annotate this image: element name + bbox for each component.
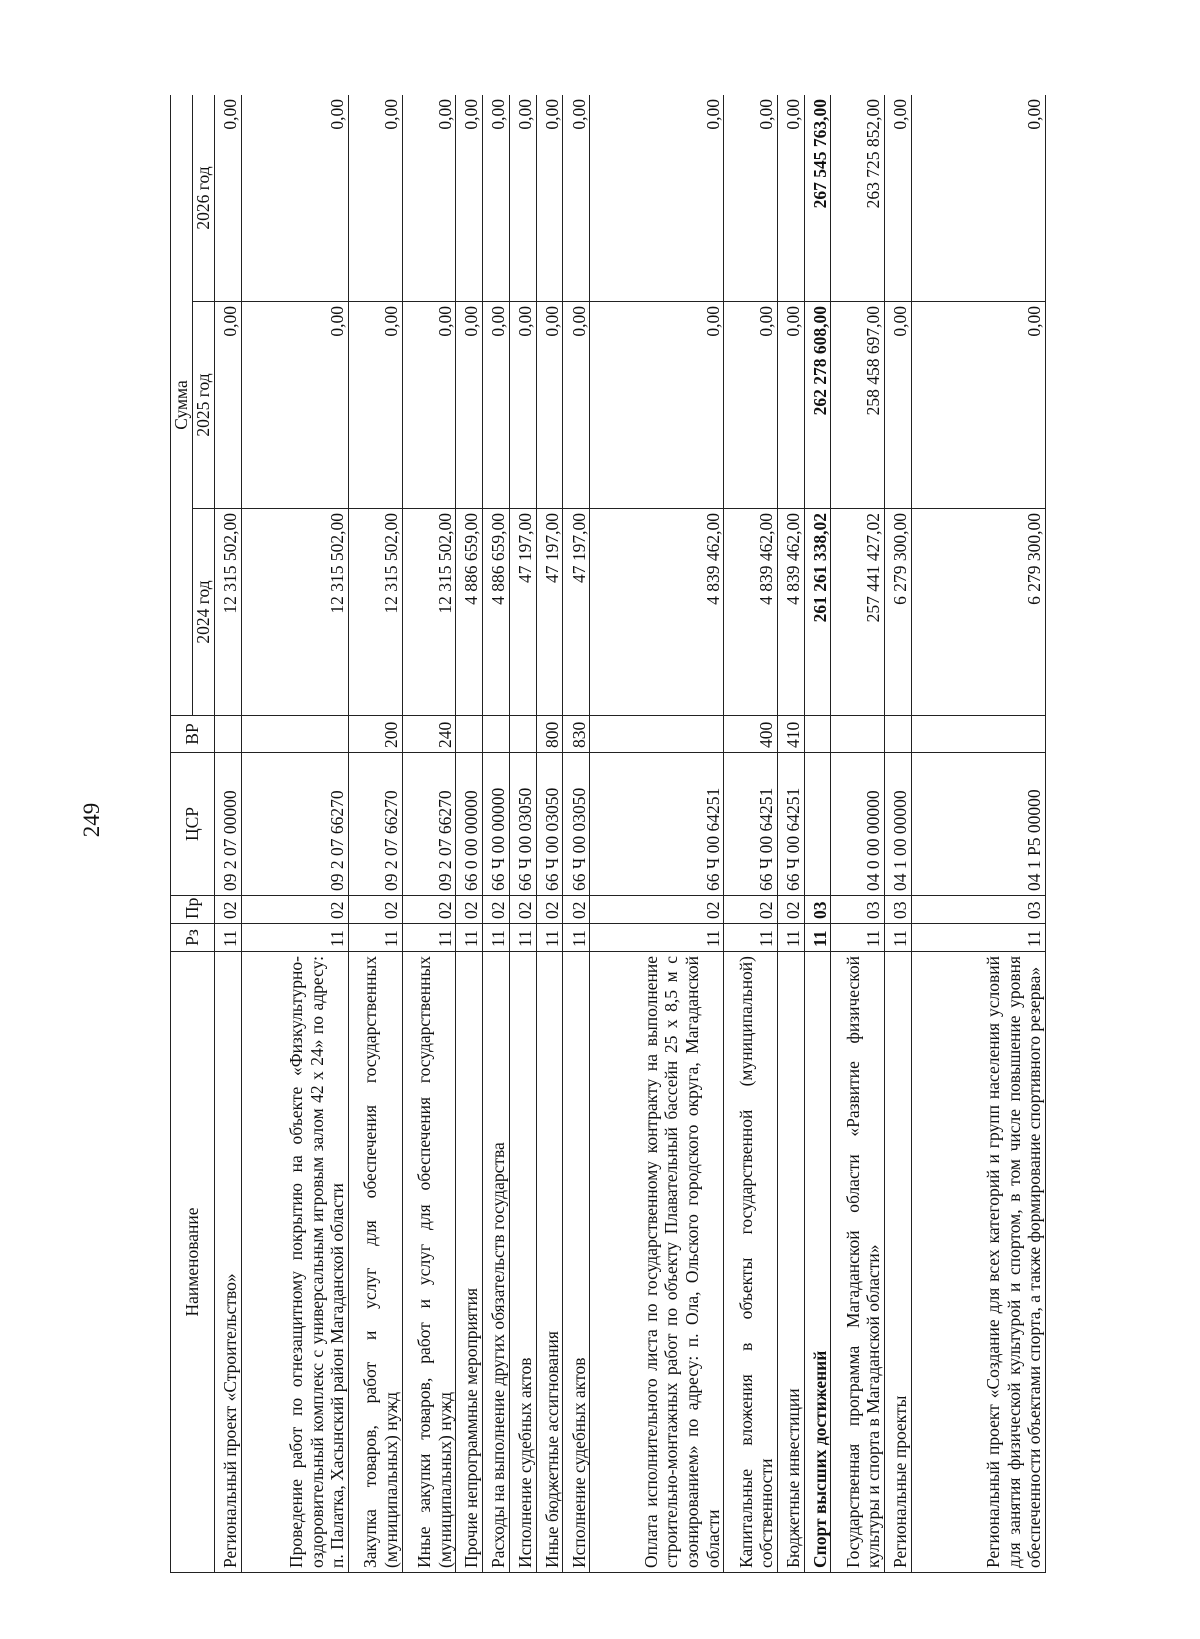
row-sum-2025: 0,00 (885, 302, 912, 509)
row-vr (831, 716, 885, 753)
table-row (456, 95, 483, 1573)
row-sum-2026: 0,00 (563, 95, 590, 302)
row-sum-2025: 0,00 (483, 302, 510, 509)
row-rz: 11 (590, 924, 724, 952)
budget-table (170, 95, 1046, 1573)
row-sum-2026: 0,00 (241, 95, 348, 302)
row-sum-2026: 0,00 (215, 95, 242, 302)
row-sum-2025: 258 458 697,00 (831, 302, 885, 509)
row-vr: 240 (402, 716, 456, 753)
row-sum-2025: 0,00 (402, 302, 456, 509)
table-row (831, 95, 885, 1573)
row-rz: 11 (402, 924, 456, 952)
row-sum-2024: 6 279 300,00 (885, 509, 912, 716)
table-row (911, 95, 1045, 1573)
row-sum-2024: 257 441 427,02 (831, 509, 885, 716)
row-name: Расходы на выполнение других обязательств государства (483, 952, 510, 1573)
table-row (241, 95, 348, 1573)
row-name: Проведение работ по огнезащитному покрытию на объекте «Физкультурно-оздоровительный комплекс с универсальным игровым залом 42 х 24» по адресу: п. Палатка, Хасынский район Магаданской области (241, 952, 348, 1573)
row-sum-2026: 0,00 (402, 95, 456, 302)
row-sum-2025: 0,00 (563, 302, 590, 509)
row-sum-2025: 262 278 608,00 (804, 302, 831, 509)
row-pr: 03 (804, 896, 831, 924)
row-vr (456, 716, 483, 753)
row-rz: 11 (804, 924, 831, 952)
row-name: Бюджетные инвестиции (777, 952, 804, 1573)
header-2024: 2024 год (193, 509, 215, 716)
row-sum-2026: 0,00 (885, 95, 912, 302)
row-sum-2026: 0,00 (456, 95, 483, 302)
row-sum-2024: 261 261 338,02 (804, 509, 831, 716)
row-sum-2026: 0,00 (777, 95, 804, 302)
row-vr: 410 (777, 716, 804, 753)
row-sum-2025: 0,00 (241, 302, 348, 509)
row-vr (483, 716, 510, 753)
table-row (885, 95, 912, 1573)
row-sum-2024: 47 197,00 (509, 509, 536, 716)
row-sum-2024: 4 839 462,00 (724, 509, 778, 716)
row-name: Государственная программа Магаданской области «Развитие физической культуры и спорта в Магаданской области» (831, 952, 885, 1573)
row-sum-2026: 0,00 (483, 95, 510, 302)
row-csr (804, 753, 831, 896)
row-pr: 02 (509, 896, 536, 924)
row-sum-2026: 0,00 (911, 95, 1045, 302)
row-sum-2024: 4 839 462,00 (777, 509, 804, 716)
row-vr (509, 716, 536, 753)
row-sum-2025: 0,00 (724, 302, 778, 509)
row-pr: 02 (402, 896, 456, 924)
row-rz: 11 (777, 924, 804, 952)
rotated-table-frame (170, 95, 1050, 1575)
table-row (536, 95, 563, 1573)
row-csr: 04 1 Р5 00000 (911, 753, 1045, 896)
row-rz: 11 (831, 924, 885, 952)
row-sum-2026: 0,00 (509, 95, 536, 302)
row-name: Иные закупки товаров, работ и услуг для обеспечения государственных (муниципальных) нужд (402, 952, 456, 1573)
row-sum-2024: 12 315 502,00 (402, 509, 456, 716)
row-rz: 11 (456, 924, 483, 952)
row-rz: 11 (911, 924, 1045, 952)
table-row (483, 95, 510, 1573)
row-csr: 09 2 07 00000 (215, 753, 242, 896)
row-rz: 11 (724, 924, 778, 952)
row-sum-2025: 0,00 (215, 302, 242, 509)
row-pr: 03 (885, 896, 912, 924)
row-pr: 02 (241, 896, 348, 924)
header-csr: ЦСР (171, 753, 215, 896)
row-name: Региональный проект «Создание для всех категорий и групп населения условий для занятия физической культурой и спортом, в том числе повышение уровня обеспеченности объектами спорта, а также формирование спортивного резерва» (911, 952, 1045, 1573)
table-row (509, 95, 536, 1573)
row-sum-2026: 0,00 (536, 95, 563, 302)
row-sum-2024: 12 315 502,00 (241, 509, 348, 716)
row-pr: 02 (536, 896, 563, 924)
row-sum-2025: 0,00 (349, 302, 403, 509)
row-name: Капитальные вложения в объекты государственной (муниципальной) собственности (724, 952, 778, 1573)
table-row (215, 95, 242, 1573)
row-sum-2026: 0,00 (590, 95, 724, 302)
row-sum-2025: 0,00 (509, 302, 536, 509)
row-pr: 02 (777, 896, 804, 924)
row-csr: 66 Ч 00 64251 (777, 753, 804, 896)
row-csr: 66 Ч 00 64251 (590, 753, 724, 896)
table-body (215, 95, 1046, 1573)
row-vr: 200 (349, 716, 403, 753)
row-pr: 02 (724, 896, 778, 924)
row-pr: 02 (563, 896, 590, 924)
row-csr: 66 Ч 00 03050 (563, 753, 590, 896)
row-pr: 02 (349, 896, 403, 924)
row-csr: 09 2 07 66270 (349, 753, 403, 896)
row-vr (804, 716, 831, 753)
row-csr: 66 Ч 00 03050 (509, 753, 536, 896)
row-name: Иные бюджетные ассигнования (536, 952, 563, 1573)
budget-sheet (170, 95, 1046, 1573)
header-name: Наименование (171, 952, 215, 1573)
row-rz: 11 (483, 924, 510, 952)
row-pr: 03 (911, 896, 1045, 924)
row-vr (241, 716, 348, 753)
row-csr: 09 2 07 66270 (402, 753, 456, 896)
row-csr: 09 2 07 66270 (241, 753, 348, 896)
row-sum-2024: 12 315 502,00 (215, 509, 242, 716)
row-pr: 02 (483, 896, 510, 924)
row-name: Оплата исполнительного листа по государственному контракту на выполнение строительно-монтажных работ по объекту Плавательный бассейн 25 х 8,5 м с озонированием» по адресу: п. Ола, Ольского городского округа, Магаданской области (590, 952, 724, 1573)
row-name: Прочие непрограммные мероприятия (456, 952, 483, 1573)
row-sum-2024: 4 839 462,00 (590, 509, 724, 716)
table-row (804, 95, 831, 1573)
table-row (402, 95, 456, 1573)
header-vr: ВР (171, 716, 215, 753)
table-row (590, 95, 724, 1573)
row-vr (590, 716, 724, 753)
row-rz: 11 (215, 924, 242, 952)
row-rz: 11 (241, 924, 348, 952)
row-rz: 11 (885, 924, 912, 952)
row-sum-2024: 4 886 659,00 (483, 509, 510, 716)
row-vr: 800 (536, 716, 563, 753)
row-sum-2025: 0,00 (456, 302, 483, 509)
row-name: Исполнение судебных актов (563, 952, 590, 1573)
row-csr: 66 Ч 00 64251 (724, 753, 778, 896)
header-2026: 2026 год (193, 95, 215, 302)
row-sum-2024: 4 886 659,00 (456, 509, 483, 716)
row-rz: 11 (563, 924, 590, 952)
row-name: Региональный проект «Строительство» (215, 952, 242, 1573)
table-row (724, 95, 778, 1573)
row-csr: 66 Ч 00 03050 (536, 753, 563, 896)
row-rz: 11 (349, 924, 403, 952)
header-2025: 2025 год (193, 302, 215, 509)
table-row (777, 95, 804, 1573)
row-vr: 400 (724, 716, 778, 753)
row-csr: 66 0 00 00000 (456, 753, 483, 896)
row-sum-2024: 12 315 502,00 (349, 509, 403, 716)
row-vr: 830 (563, 716, 590, 753)
row-sum-2026: 263 725 852,00 (831, 95, 885, 302)
row-name: Закупка товаров, работ и услуг для обеспечения государственных (муниципальных) нужд (349, 952, 403, 1573)
row-pr: 02 (215, 896, 242, 924)
row-name: Исполнение судебных актов (509, 952, 536, 1573)
row-sum-2026: 267 545 763,00 (804, 95, 831, 302)
row-sum-2026: 0,00 (349, 95, 403, 302)
table-row (563, 95, 590, 1573)
row-csr: 04 0 00 00000 (831, 753, 885, 896)
row-sum-2026: 0,00 (724, 95, 778, 302)
row-sum-2024: 47 197,00 (563, 509, 590, 716)
row-vr (215, 716, 242, 753)
row-rz: 11 (536, 924, 563, 952)
header-rz: Рз (171, 924, 215, 952)
row-vr (911, 716, 1045, 753)
row-csr: 66 Ч 00 00000 (483, 753, 510, 896)
row-sum-2025: 0,00 (777, 302, 804, 509)
row-pr: 02 (456, 896, 483, 924)
page-number: 249 (79, 802, 104, 838)
row-pr: 03 (831, 896, 885, 924)
row-sum-2025: 0,00 (590, 302, 724, 509)
row-sum-2025: 0,00 (536, 302, 563, 509)
row-sum-2024: 47 197,00 (536, 509, 563, 716)
row-pr: 02 (590, 896, 724, 924)
header-pr: Пр (171, 896, 215, 924)
header-sum: Сумма (171, 95, 193, 716)
row-vr (885, 716, 912, 753)
row-name: Спорт высших достижений (804, 952, 831, 1573)
table-row (349, 95, 403, 1573)
row-sum-2025: 0,00 (911, 302, 1045, 509)
row-name: Региональные проекты (885, 952, 912, 1573)
row-rz: 11 (509, 924, 536, 952)
row-sum-2024: 6 279 300,00 (911, 509, 1045, 716)
row-csr: 04 1 00 00000 (885, 753, 912, 896)
